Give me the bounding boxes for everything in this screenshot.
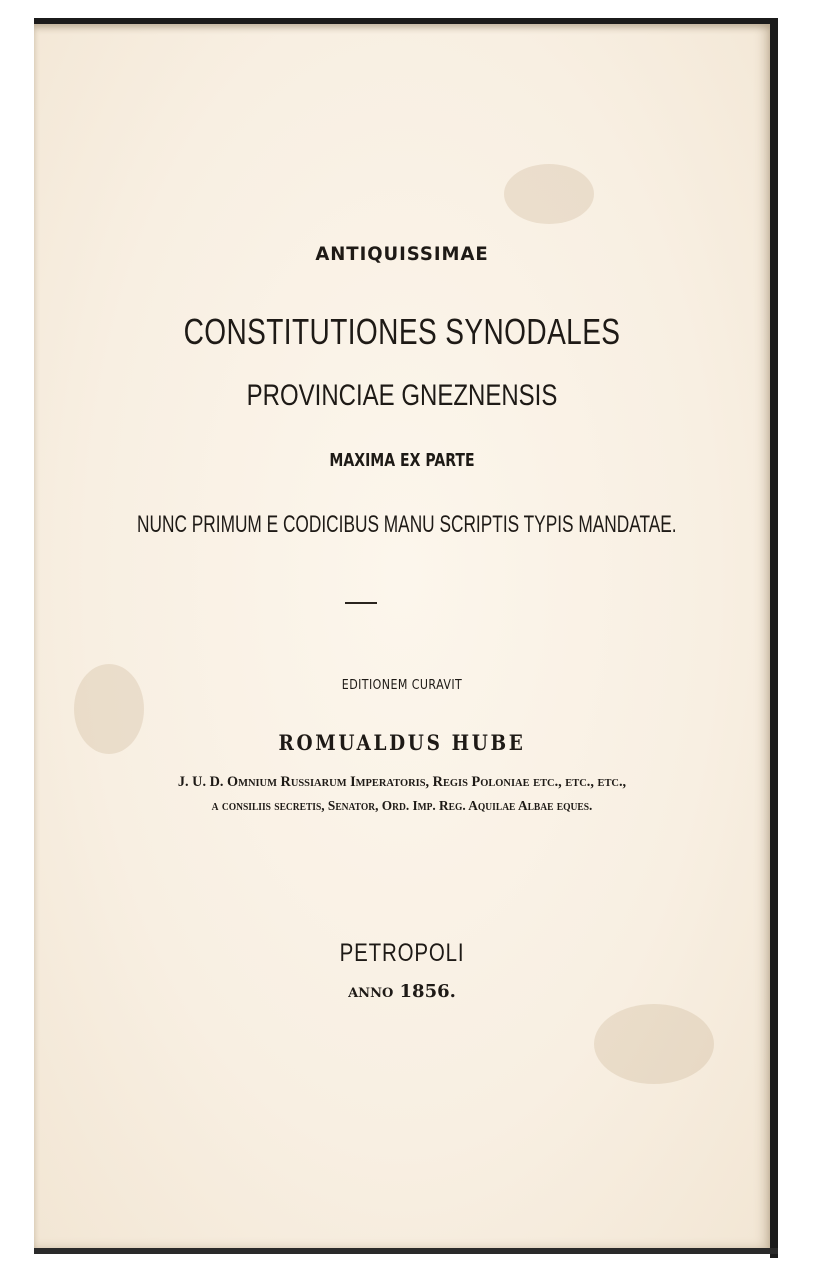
title-line-maxima: MAXIMA EX PARTE — [329, 450, 475, 471]
editor-credentials-line-1: J. U. D. Omnium Russiarum Imperatoris, Regis Poloniae etc., etc., etc., — [177, 774, 627, 790]
paper-stain — [504, 164, 594, 224]
title-divider — [345, 602, 377, 604]
editor-intro: EDITIONEM CURAVIT — [341, 678, 463, 693]
editor-name: ROMUALDUS HUBE — [278, 730, 526, 755]
title-page — [34, 24, 770, 1248]
paper-stain — [594, 1004, 714, 1084]
title-line-constitutiones: CONSTITUTIONES SYNODALES — [183, 311, 621, 352]
imprint-place: PETROPOLI — [339, 939, 465, 967]
book-edge-bottom — [34, 1248, 778, 1254]
book-edge-right — [770, 18, 778, 1258]
editor-credentials-line-2: a consiliis secretis, Senator, Ord. Imp. Reg. Aquilae Albae eques. — [211, 799, 593, 814]
title-line-antiquissimae: ANTIQUISSIMAE — [315, 243, 489, 265]
title-line-nunc-primum: NUNC PRIMUM E CODICIBUS MANU SCRIPTIS TYPIS MANDATAE. — [137, 511, 677, 538]
title-line-provinciae: PROVINCIAE GNEZNENSIS — [246, 379, 558, 412]
imprint-date: anno 1856. — [348, 981, 456, 1002]
